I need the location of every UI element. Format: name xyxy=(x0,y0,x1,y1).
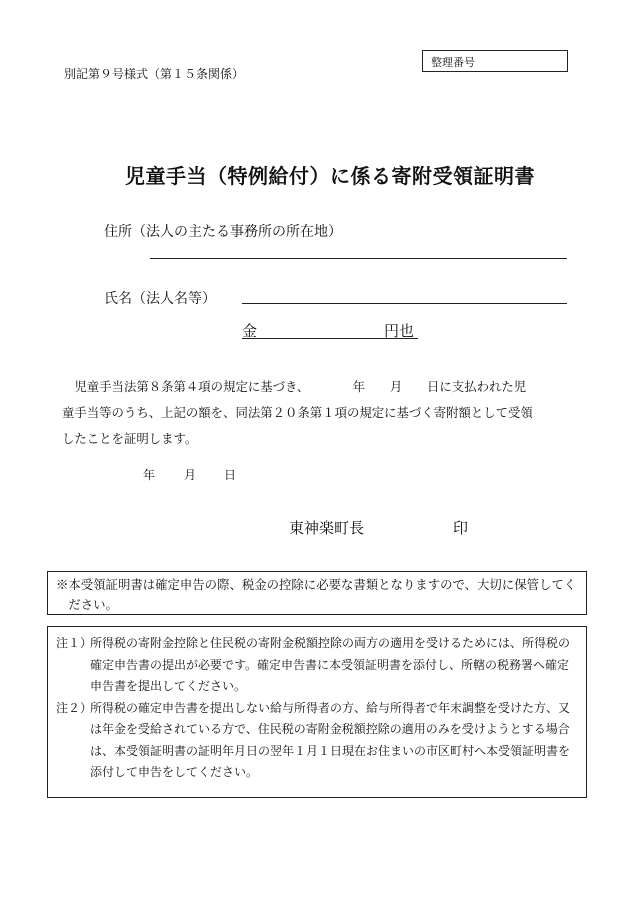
reference-number-label: 整理番号 xyxy=(431,56,475,69)
date-month-label: 月 xyxy=(184,468,197,482)
note-label: 注２） xyxy=(56,700,93,715)
name-underline[interactable] xyxy=(242,303,567,304)
date-year-label: 年 xyxy=(143,468,156,482)
form-number: 別記第９号様式（第１５条関係） xyxy=(64,67,245,81)
note-item xyxy=(56,633,578,698)
notice-text: ※本受領証明書は確定申告の際、税金の控除に必要な書類となりますので、大切に保管してください。 xyxy=(56,577,577,612)
amount-suffix: 円也 xyxy=(384,322,415,340)
issuer-name: 東神楽町長 xyxy=(289,519,365,537)
amount-prefix: 金 xyxy=(242,322,258,340)
address-label: 住所（法人の主たる事務所の所在地） xyxy=(104,224,342,240)
statement-line-1: 児童手当法第８条第４項の規定に基づき、 年 月 日に支払われた児 xyxy=(74,379,527,394)
name-label: 氏名（法人名等） xyxy=(104,291,216,307)
statement-line-2: 童手当等のうち、上記の額を、同法第２０条第１項の規定に基づく寄附額として受領 xyxy=(62,405,533,420)
reference-number-box[interactable] xyxy=(422,50,568,72)
address-underline[interactable] xyxy=(150,258,567,259)
notes-box xyxy=(47,626,587,798)
note-text: 所得税の寄附金控除と住民税の寄附金税額控除の両方の適用を受けるためには、所得税の確定申告書の提出が必要です。確定申告書に本受領証明書を添付し、所轄の税務署へ確定申告書を提出してください。 xyxy=(90,636,571,693)
statement-line-3: したことを証明します。 xyxy=(62,431,198,446)
note-label: 注１） xyxy=(56,636,93,650)
document-title: 児童手当（特例給付）に係る寄附受領証明書 xyxy=(125,164,535,188)
date-day-label: 日 xyxy=(224,468,237,482)
note-item xyxy=(56,698,578,784)
seal-mark: 印 xyxy=(453,519,469,537)
certification-statement xyxy=(62,374,574,452)
notice-box xyxy=(47,571,587,615)
note-text: 所得税の確定申告書を提出しない給与所得者の方、給与所得者で年末調整を受けた方、又は年金を受給されている方で、住民税の寄附金税額控除の適用のみを受けようとする場合は、本受領証明書の証明年月日の翌年１月１日現在お住まいの市区町村へ本受領証明書を添付して申告をしてください。 xyxy=(90,700,571,779)
amount-underline[interactable] xyxy=(242,338,418,339)
